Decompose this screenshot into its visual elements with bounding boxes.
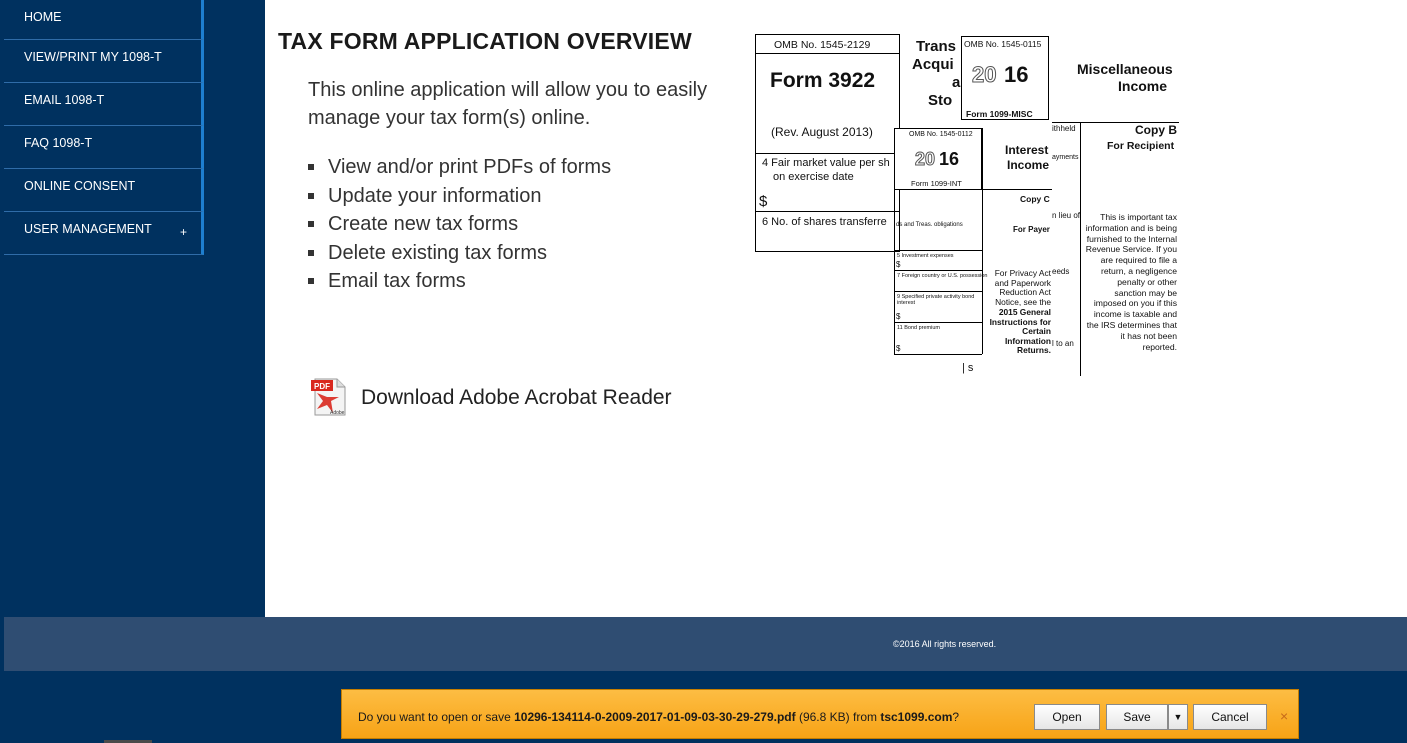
bullet-icon	[308, 164, 314, 170]
intro-text: This online application will allow you to easily manage your tax form(s) online.	[308, 79, 708, 129]
svg-text:PDF: PDF	[314, 382, 330, 391]
sidebar-item-label: VIEW/PRINT MY 1098-T	[24, 50, 162, 64]
save-button[interactable]: Save	[1106, 704, 1168, 730]
download-filename: 10296-134114-0-2009-2017-01-09-03-30-29-279.pdf	[514, 710, 796, 724]
download-acrobat-link[interactable]	[309, 377, 672, 417]
bullet-icon	[308, 221, 314, 227]
sidebar-item-faq-1098t[interactable]	[4, 126, 204, 169]
page-title: TAX FORM APPLICATION OVERVIEW	[278, 28, 692, 54]
tax-forms-image: OMB No. 1545-2129 Form 3922 (Rev. August 2013) 4 Fair market value per sh on exercise date $ 6 No. of shares transferre Trans Acqui a Sto OMB No. 1545-0115 20 16 Form 1099-MISC Miscellaneous Income ithheld ayments n lieu of eeds l to an | s Copy B For Recipient This is important tax information and is being furnished to the Internal Revenue Service. If you are required to file a return, a negligence penalty or other sanction may be imposed on you if this income is taxable and the IRS determines that it has not been reported. OMB No. 1545-0112 20 16 Form 1099-INT Interest Income Copy C For Payer ds and Treas. obligations 5 Investment expenses $ 7 Foreign country or U.S. possession 9 Specified private activity bond interest $ 11 Bond premium $ For Privacy Act and Paperwork Reduction Act Notice, see the 2015 General Instructions for Certain Information Returns.	[755, 34, 1179, 376]
bullet-icon	[308, 193, 314, 199]
bullet-icon	[308, 250, 314, 256]
form-1099-int-image: OMB No. 1545-0112 20 16 Form 1099-INT	[894, 128, 982, 190]
sidebar-item-label: FAQ 1098-T	[24, 136, 93, 150]
sidebar-item-home[interactable]	[4, 0, 204, 40]
list-item: Create new tax forms	[308, 210, 611, 239]
sidebar-item-email-1098t[interactable]	[4, 83, 204, 126]
sidebar-item-view-print-1098t[interactable]	[4, 40, 204, 83]
sidebar-item-label: HOME	[24, 10, 62, 24]
download-domain: tsc1099.com	[880, 710, 953, 724]
cancel-button[interactable]: Cancel	[1193, 704, 1267, 730]
download-notification-bar	[341, 689, 1299, 739]
expand-plus-icon[interactable]: +	[179, 225, 187, 239]
footer	[4, 617, 1407, 671]
open-button[interactable]: Open	[1034, 704, 1100, 730]
form-3922-image: OMB No. 1545-2129 Form 3922 (Rev. August 2013) 4 Fair market value per sh on exercise date $ 6 No. of shares transferre	[755, 34, 900, 252]
pdf-file-icon[interactable]	[309, 377, 349, 417]
sidebar-item-user-management[interactable]	[4, 212, 204, 255]
save-options-dropdown[interactable]	[1168, 704, 1188, 730]
copyright-text: ©2016 All rights reserved.	[893, 639, 997, 649]
list-item: Email tax forms	[308, 267, 611, 296]
form-transfer-image: Trans Acqui a Sto	[900, 34, 970, 126]
svg-text:Adobe: Adobe	[330, 410, 345, 416]
sidebar-item-label: ONLINE CONSENT	[24, 179, 136, 193]
list-item: Update your information	[308, 182, 611, 211]
close-icon[interactable]: ×	[1280, 708, 1289, 724]
feature-list	[308, 153, 611, 296]
sidebar-item-online-consent[interactable]	[4, 169, 204, 212]
sidebar-item-label: EMAIL 1098-T	[24, 93, 105, 107]
list-item: Delete existing tax forms	[308, 239, 611, 268]
sidebar-item-label: USER MANAGEMENT	[24, 222, 152, 236]
download-link-text[interactable]: Download Adobe Acrobat Reader	[361, 386, 672, 409]
bullet-icon	[308, 278, 314, 284]
chevron-down-icon: ▼	[1173, 712, 1183, 722]
sidebar-nav	[4, 0, 204, 255]
list-item: View and/or print PDFs of forms	[308, 153, 611, 182]
main-content	[265, 0, 1407, 617]
download-message: Do you want to open or save 10296-134114-0-2009-2017-01-09-03-30-29-279.pdf (96.8 KB) from tsc1099.com?	[358, 710, 960, 724]
form-1099-misc-image: OMB No. 1545-0115 20 16 Form 1099-MISC	[961, 36, 1049, 120]
